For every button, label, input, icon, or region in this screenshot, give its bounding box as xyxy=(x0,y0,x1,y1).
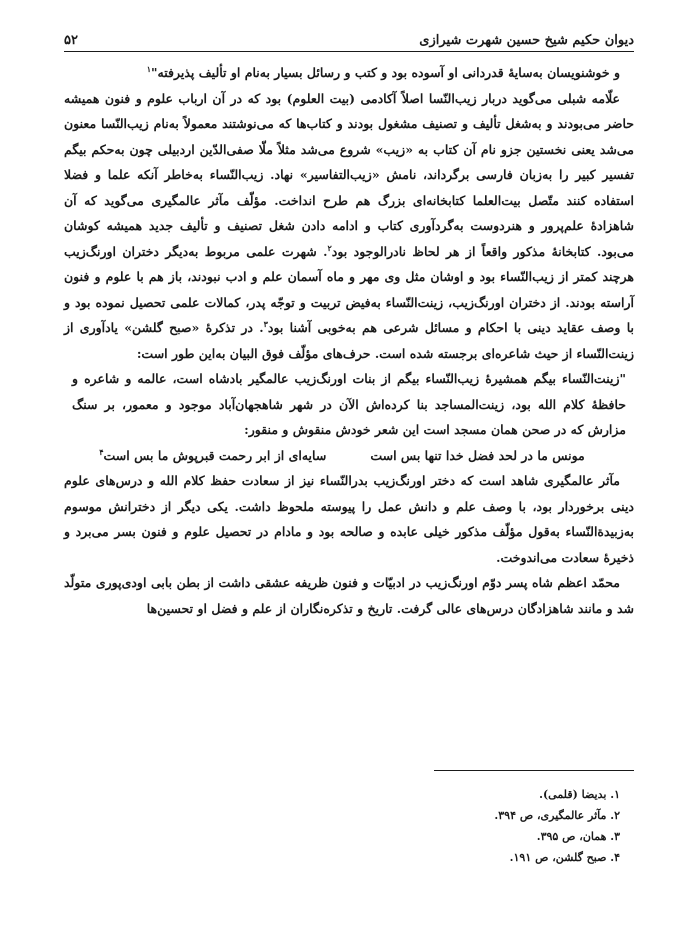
footnote-ref-1: ۱ xyxy=(146,63,151,74)
page-header xyxy=(64,20,634,52)
paragraph-1-text: و خوشنویسان به‌سایهٔ قدردانی او آسوده بود و کتب و رسائل بسیار به‌نام او تألیف پذیرفته" xyxy=(151,65,620,80)
footnote-4: ۴. صبح گلشن، ص ۱۹۱. xyxy=(509,851,620,864)
footnote-ref-2: ۲ xyxy=(327,242,332,253)
running-title: دیوان حکیم شیخ حسین شهرت شیرازی xyxy=(419,33,634,48)
paragraph-3: مآثر عالمگیری شاهد است که دختر اورنگ‌زیب بدرالنّساء نیز از سعادت حفظ کلام الله و درس‌های علوم دینی برخوردار بود، با وصف علم و دانش عمل را پیوسته ملحوظ داشت. یکی دیگر از دخترانش موسوم به‌زبیدةالنّساء به‌قول مؤلّف مذکور خیلی عابده و صالحه بود و مادام در تحصیل علوم و فنون بسر می‌برد و ذخیرهٔ سعادت می‌اندوخت. xyxy=(64,473,634,565)
paragraph-1 xyxy=(64,60,634,86)
paragraph-2-text-a: علّامه شبلی می‌گوید دربار زیب‌النّسا اصلاً آکادمی (بیت العلوم) بود که در آن ارباب علوم و فنون همیشه حاضر می‌بودند و به‌شغل تألیف و تصنیف مشغول بودند و کتاب‌ها که می‌نوشتند معمولاً به‌نام زیب‌النّسا معنون می‌شد یعنی نخستین جزو نام آن کتاب به «زیب» شروع می‌شد مثلاً ملّا صفی‌الدّین اردبیلی چون به‌حکم بیگم تفسیر کبیر را به‌زبان فارسی برگرداند، نامش «زیب‌التفاسیر» نهاد. زیب‌النّساء به‌خاطر آنکه علما و فضلا استفاده کنند متّصل بیت‌العلما کتابخانه‌ای بزرگ هم طرح انداخت. مؤلّف مآثر عالمگیری می‌گوید که آن شاهزادهٔ علم‌پرور و هنردوست به‌گردآوری کتاب و ادامه دادن شغل تصنیف و تألیف جدید همیشه کوشان می‌بود. کتابخانهٔ مذکور واقعاً از هر لحاظ نادرالوجود بود xyxy=(64,90,634,259)
footnote-ref-4: ۴ xyxy=(99,446,104,457)
footnotes xyxy=(64,784,634,868)
block-quote: "زینت‌النّساء بیگم همشیرهٔ زیب‌النّساء بیگم از بنات اورنگ‌زیب عالمگیر بادشاه است، عالمه و شاعره و حافظهٔ کلام الله بود، زینت‌المساجد بنا کرده‌اش الآن در شهر شاهجهان‌آباد موجود و معمور، بر سنگ مزارش که در صحن همان مسجد است این شعر خودش منقوش و منقور: xyxy=(72,371,626,437)
page-number: ۵۲ xyxy=(64,33,78,48)
main-text xyxy=(64,60,634,621)
verse-hemistich-1: مونس ما در لحد فضل خدا تنها بس است xyxy=(370,447,585,463)
verse-hemistich-2-wrap xyxy=(99,443,340,469)
verse-line xyxy=(64,443,634,469)
footnote-3: ۳. همان، ص ۳۹۵. xyxy=(536,830,620,843)
paragraph-2-text-c: . در تذکرهٔ «صبح گلشن» یادآوری از زینت‌النّساء از حیث شاعره‌ای برجسته شده است. حرف‌های مؤلّف فوق البیان به‌این طور است: xyxy=(64,320,634,361)
footnote-separator xyxy=(434,770,634,771)
footnote-2: ۲. مآثر عالمگیری، ص ۳۹۴. xyxy=(494,809,620,822)
verse-hemistich-2: سایه‌ای از ابر رحمت قبرپوش ما بس است xyxy=(103,447,327,463)
paragraph-2 xyxy=(64,86,634,367)
footnote-ref-3: ۳ xyxy=(263,318,268,329)
paragraph-4: محمّد اعظم شاه پسر دوّم اورنگ‌زیب در ادبیّات و فنون ظریفه عشقی داشت از بطن بابی اودی‌پوری متولّد شد و مانند شاهزادگان درس‌های عالی گرفت. تاریخ و تذکره‌نگاران از علم و فضل او تحسین‌ها xyxy=(64,575,634,616)
paragraph-2-text-b: . شهرت علمی مربوط به‌دیگر دختران اورنگ‌زیب هرچند کمتر از زیب‌النّساء بود و اوشان مثل وی مهر و ماه آسمان علم و ادب نبودند، باز هم با علوم و فنون آراسته بودند. از دختران اورنگ‌زیب، زینت‌النّساء به‌فیض تربیت و توجّه پدر، کمالات علمی تحصیل نموده بود و با وصف عقاید دینی با احکام و مسائل شرعی هم به‌خوبی آشنا بود xyxy=(64,243,634,335)
footnote-1: ۱. بدیضا (قلمی). xyxy=(539,788,620,801)
